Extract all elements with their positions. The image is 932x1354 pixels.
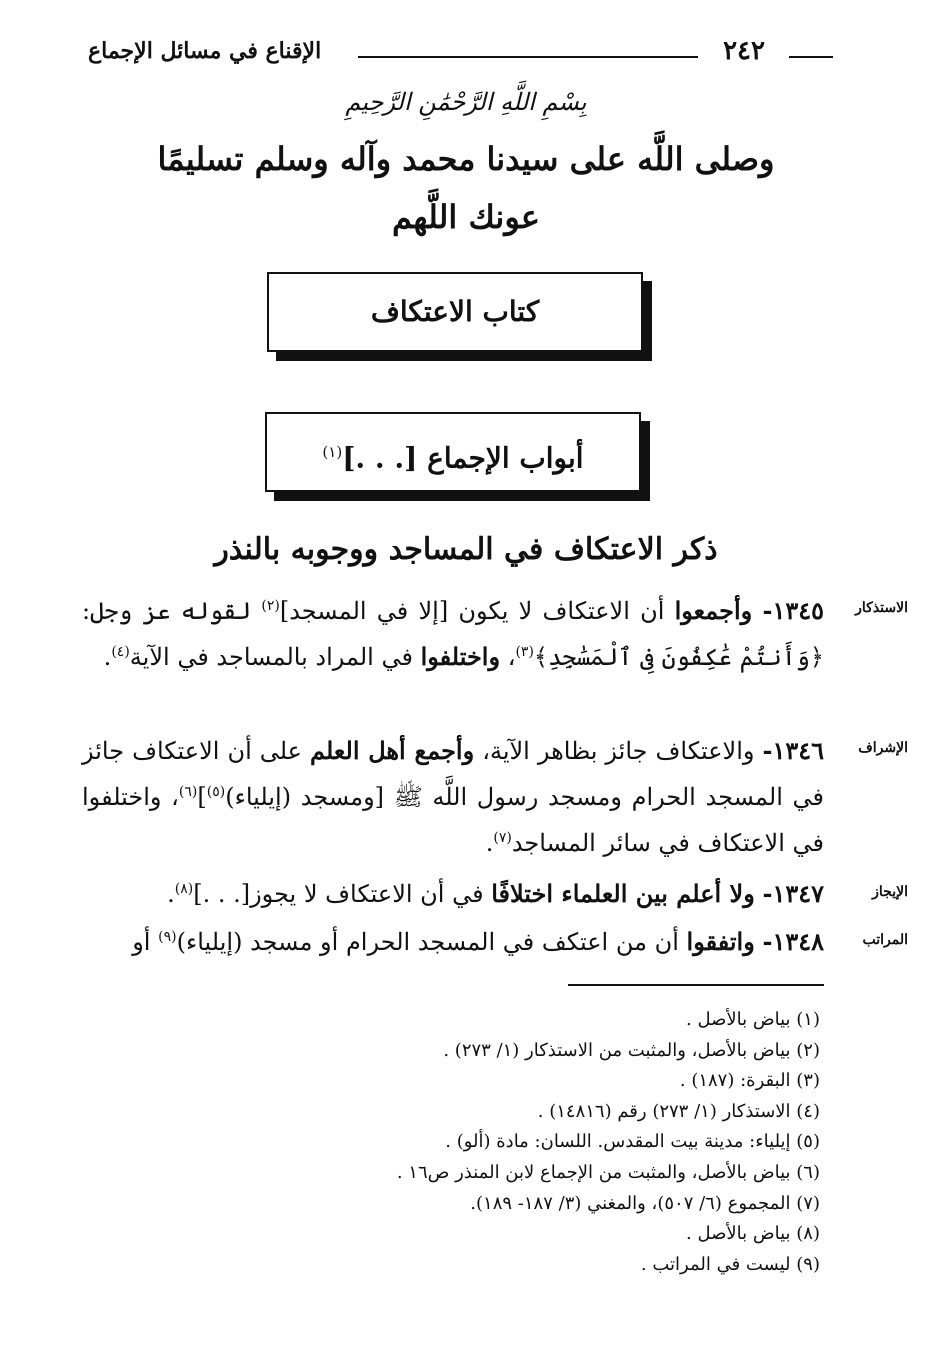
footnote-marker: (٥) <box>206 784 226 800</box>
margin-source-label: الإشراف <box>858 740 908 756</box>
bold-phrase: وأجمعوا <box>674 596 753 625</box>
bold-phrase: وأجمع أهل العلم <box>310 736 475 765</box>
bold-phrase: واختلفوا <box>420 642 501 671</box>
footnote-marker: (٤) <box>111 644 130 660</box>
footnote: (٢) بياض بالأصل، والمثبت من الاستذكار (١/ ٢٧٣) . <box>443 1039 820 1061</box>
paragraph-text: في المراد بالمساجد في الآية <box>129 643 421 671</box>
bold-phrase: ولا أعلم بين العلماء اختلافًا <box>491 879 755 908</box>
footnote: (١) بياض بالأصل . <box>686 1009 820 1030</box>
running-header <box>88 36 833 70</box>
header-rule-right <box>789 56 833 58</box>
paragraph-text: في أن الاعتكاف لا يجوز[. . .] <box>193 880 492 908</box>
paragraph-number: ١٣٤٧- <box>762 879 824 908</box>
paragraph-1346 <box>82 728 824 866</box>
margin-source-label: الإيجاز <box>872 884 908 900</box>
paragraph-number: ١٣٤٦- <box>762 736 824 765</box>
footnotes-list <box>100 1005 820 1280</box>
margin-source-label: المراتب <box>862 932 908 948</box>
footnote-marker: (٩) <box>158 929 177 945</box>
footnote: (٨) بياض بالأصل . <box>686 1223 820 1245</box>
paragraph-1345 <box>82 588 824 680</box>
running-title: الإقناع في مسائل الإجماع <box>88 38 322 64</box>
footnote: (٥) إيلياء: مدينة بيت المقدس. اللسان: مادة (ألو) . <box>445 1131 820 1153</box>
footnote-marker: (٣) <box>515 644 534 660</box>
paragraph-text: على أن الاعتكاف جائز في المسجد الحرام ومسجد رسول اللَّه ﷺ [ومسجد (إيلياء) <box>82 737 824 811</box>
footnote-marker: (٨) <box>174 881 194 897</box>
footnote-marker: (١) <box>322 443 343 461</box>
section-heading: ذكر الاعتكاف في المساجد ووجوبه بالنذر <box>214 532 718 567</box>
paragraph-text: لقوله عز وجل: ﴿وَأَنتُمْ عَٰكِفُونَ فِى ٱلْمَسَٰجِدِ﴾ <box>82 597 824 671</box>
paragraph-text: ، <box>500 643 516 671</box>
paragraph-1348 <box>82 919 824 965</box>
paragraph-text: أن من اعتكف في المسجد الحرام أو مسجد (إيلياء) <box>176 928 687 956</box>
footnote: (٦) بياض بالأصل، والمثبت من الإجماع لابن المنذر ص١٦ . <box>396 1161 820 1183</box>
paragraph-1347 <box>82 871 824 917</box>
paragraph-text: أو <box>132 928 159 956</box>
salutation-line: وصلى اللَّه على سيدنا محمد وآله وسلم تسليمًا <box>157 140 775 178</box>
section-title-box <box>265 412 641 492</box>
footnote-marker: (٢) <box>261 598 280 614</box>
paragraph-text: ] <box>197 783 207 811</box>
footnote: (٧) المجموع (٦/ ٥٠٧)، والمغني (٣/ ١٨٧- ١٨٩). <box>470 1192 820 1214</box>
invocation-line: عونك اللَّهم <box>392 198 540 236</box>
footnote: (٤) الاستذكار (١/ ٢٧٣) رقم (١٤٨١٦) . <box>537 1100 820 1122</box>
book-title-box <box>267 272 643 352</box>
footnote-marker: (٦) <box>178 784 198 800</box>
footnote: (٩) ليست في المراتب . <box>640 1253 820 1275</box>
paragraph-text: أن الاعتكاف لا يكون [إلا في المسجد] <box>279 597 675 625</box>
paragraph-text: . <box>485 829 494 857</box>
paragraph-number: ١٣٤٨- <box>762 927 824 956</box>
footnote-marker: (٧) <box>493 830 512 846</box>
page-number: ٢٤٢ <box>723 36 765 66</box>
section-title: أبواب الإجماع [. . .] <box>342 441 584 475</box>
paragraph-text: ، واختلفوا في الاعتكاف في سائر المساجد <box>82 783 824 857</box>
paragraph-text: . <box>103 643 112 671</box>
footnote-separator <box>568 984 824 986</box>
margin-source-label: الاستذكار <box>855 600 908 616</box>
paragraph-text: والاعتكاف جائز بظاهر الآية، <box>474 737 763 765</box>
basmala: بِسْمِ اللَّهِ الرَّحْمَٰنِ الرَّحِيمِ <box>345 88 587 116</box>
footnote: (٣) البقرة: (١٨٧) . <box>679 1070 820 1092</box>
header-rule-middle <box>358 56 698 58</box>
bold-phrase: واتفقوا <box>686 927 755 956</box>
book-title: كتاب الاعتكاف <box>370 295 540 328</box>
paragraph-text: . <box>167 880 175 908</box>
paragraph-number: ١٣٤٥- <box>762 596 824 625</box>
